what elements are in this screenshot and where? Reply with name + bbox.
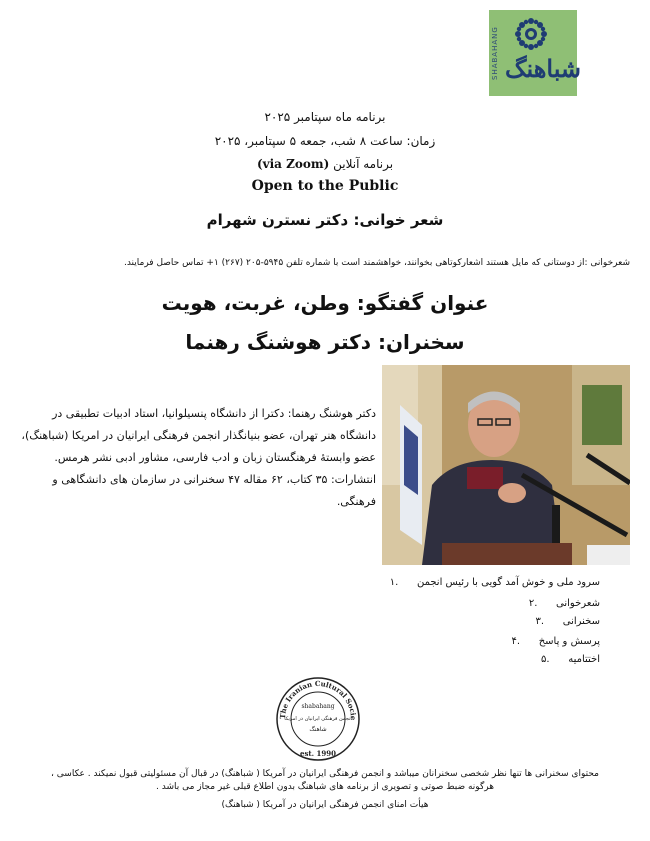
program-item-text: سخنرانی bbox=[562, 616, 600, 627]
sunflower-icon bbox=[511, 14, 551, 54]
bio-line: انتشارات: ۳۵ کتاب، ۶۲ مقاله ۴۷ سخنرانی در سازمان های دانشگاهی و bbox=[52, 473, 376, 486]
program-month: برنامه ماه سپتامبر ۲۰۲۵ bbox=[264, 110, 386, 124]
seal-farsi-2: شاهنگ bbox=[309, 726, 327, 733]
program-item-number: .۵ bbox=[541, 654, 550, 665]
bio-line: عضو وابستهٔ فرهنگستان زبان و ادب فارسی، مشاور ادبی نشر هرمس. bbox=[54, 451, 376, 464]
speaker-photo bbox=[382, 365, 630, 565]
public-notice: Open to the Public bbox=[251, 178, 399, 194]
seal-farsi: انجمن فرهنگی ایرانیان در امریکا bbox=[284, 716, 352, 722]
seal-outer-text: The Iranian Cultural Socie bbox=[277, 678, 359, 721]
zoom-label: (via Zoom) bbox=[256, 157, 330, 171]
online-line bbox=[0, 157, 650, 171]
program-item-number: .۲ bbox=[528, 598, 538, 609]
shabahang-logo bbox=[489, 10, 582, 96]
logo-latin-text: SHABAHANG bbox=[491, 26, 499, 80]
program-item-number: .۱ bbox=[389, 577, 399, 588]
speaker-name: سخنران: دکتر هوشنگ رهنما bbox=[185, 330, 465, 354]
seal-est: est. 1990 bbox=[300, 749, 336, 758]
logo-farsi-text: شباهنگ bbox=[505, 54, 582, 83]
footer-disclaimer-2: هرگونه ضبط صوتی و تصویری از برنامه های شباهنگ بدون اطلاع قبلی غیر مجاز می باشد . bbox=[156, 782, 494, 792]
program-item-number: .۴ bbox=[511, 636, 521, 647]
footer-disclaimer-1: محتوای سخنرانی ها تنها نظر شخصی سخنرانان میباشد و انجمن فرهنگی ایرانیان در آمریکا ( شباهنگ) در قبال آن مسئولیتی قبول نمیکند . عکاسی ، bbox=[51, 769, 599, 779]
program-item bbox=[380, 636, 600, 647]
online-label: برنامه آنلاین bbox=[333, 157, 394, 171]
bio-line: دکتر هوشنگ رهنما: دکترا از دانشگاه پنسیلوانیا، استاد ادبیات تطبیقی در bbox=[52, 407, 376, 420]
event-time: زمان: ساعت ۸ شب، جمعه ۵ سپتامبر، ۲۰۲۵ bbox=[214, 134, 436, 148]
bio-line: دانشگاه هنر تهران، عضو بنیانگذار انجمن فرهنگی ایرانیان در امریکا (شباهنگ)، bbox=[21, 429, 376, 442]
program-item bbox=[380, 616, 600, 627]
bio-line: فرهنگی. bbox=[336, 495, 376, 508]
talk-title: عنوان گفتگو: وطن، غربت، هویت bbox=[161, 291, 489, 315]
society-seal bbox=[275, 676, 361, 762]
program-item bbox=[380, 598, 600, 609]
program-item-number: .۳ bbox=[535, 616, 545, 627]
program-item-text: پرسش و پاسخ bbox=[538, 636, 600, 647]
program-item-text: سرود ملی و خوش آمد گویی با رئیس انجمن bbox=[416, 577, 600, 588]
poetry-note: شعرخوانی :از دوستانی که مایل هستند اشعارکوتاهی بخوانند، خواهشمند است با شماره تلفن ۵۹۴۵-۲۰۵ (۲۶۷) ۱+ تماس حاصل فرمایند. bbox=[123, 258, 630, 268]
program-item bbox=[380, 577, 600, 588]
program-item-text: شعرخوانی bbox=[556, 598, 600, 609]
svg-text:The Iranian Cultural Society o bbox=[275, 676, 358, 721]
program-item bbox=[380, 654, 600, 665]
footer-signature: هیأت امنای انجمن فرهنگی ایرانیان در آمریکا ( شباهنگ) bbox=[221, 800, 429, 810]
seal-latin: shabahang bbox=[301, 703, 335, 710]
speaker-bio bbox=[20, 403, 376, 513]
program-item-text: اختتامیه bbox=[568, 654, 600, 665]
poetry-title: شعر خوانی: دکتر نسترن شهرام bbox=[206, 211, 444, 229]
